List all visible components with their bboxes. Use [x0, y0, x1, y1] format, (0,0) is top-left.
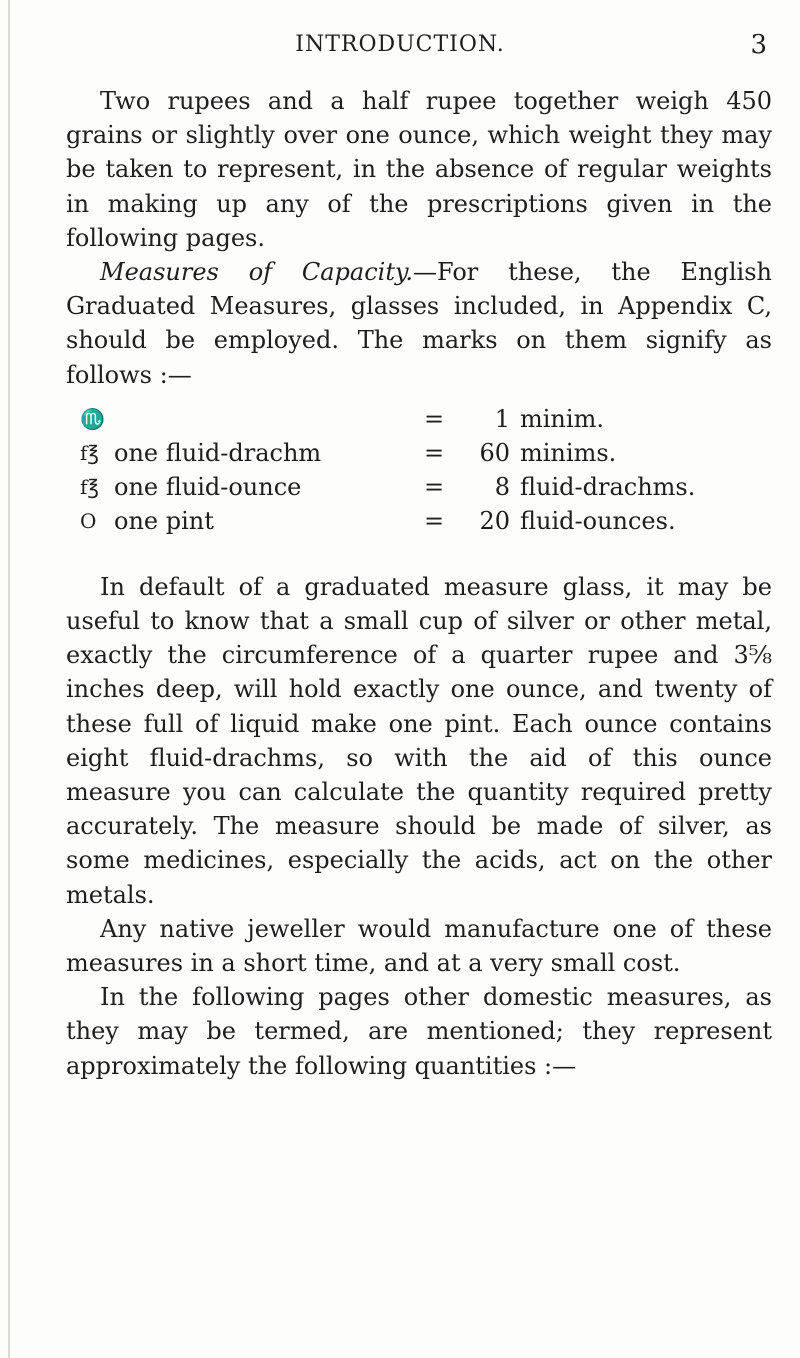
measure-value: 8 [494, 472, 510, 501]
paragraph-native-jeweller: Any native jeweller would manufacture one of these measures in a short time, and at a very small cost. [66, 914, 772, 978]
measure-row-minim [66, 402, 772, 436]
paragraph-measures-of-capacity [66, 255, 772, 392]
running-head-title: INTRODUCTION. [295, 32, 505, 57]
measure-row-fluid-ounce [66, 470, 772, 504]
measure-value: 60 [479, 438, 510, 467]
measure-unit: minim. [520, 404, 604, 433]
body-text [66, 84, 772, 1083]
section-heading-measures-of-capacity: Measures of Capacity. [100, 258, 413, 287]
measures-table [66, 402, 772, 540]
paragraph-domestic-measures: In the following pages other domestic measures, as they may be termed, are mentioned; they represent approximately the following quantities :— [66, 983, 772, 1080]
fluid-drachm-symbol: f℥ [80, 440, 99, 465]
equals-sign: = [424, 404, 445, 433]
paragraph-measures-body: —For these, the English Graduated Measures, glasses included, in Appendix C, should be employed. The marks on them signify as follows :— [66, 258, 773, 389]
measure-unit: fluid-drachms. [520, 472, 696, 501]
paragraph-silver-cup: In default of a graduated measure glass, it may be useful to know that a small cup of silver or other metal, exactly the circumference of a quarter rupee and 3⅝ inches deep, will hold exactly one ounce, and twenty of these full of liquid make one pint. Each ounce contains eight fluid-drachms, so with the aid of this ounce measure you can calculate the quantity required pretty accurately. The measure should be made of silver, as some medicines, especially the acids, act on the other metals. [66, 572, 772, 909]
page-number: 3 [750, 30, 768, 60]
measure-name: one fluid-drachm [114, 438, 322, 467]
equals-sign: = [424, 506, 445, 535]
running-head [0, 26, 800, 66]
measure-unit: minims. [520, 438, 617, 467]
measure-name: one pint [114, 506, 214, 535]
pint-symbol: O [80, 508, 97, 533]
paragraph-rupee-weights: Two rupees and a half rupee together weigh 450 grains or slightly over one ounce, which weight they may be taken to represent, in the absence of regular weights in making up any of the prescriptions given in the following pages. [66, 87, 772, 252]
equals-sign: = [424, 472, 445, 501]
fluid-ounce-symbol: f℥ [80, 474, 99, 499]
measure-value: 1 [494, 404, 510, 433]
measure-name: one fluid-ounce [114, 472, 302, 501]
minim-symbol: ♏ [80, 406, 105, 431]
equals-sign: = [424, 438, 445, 467]
measure-unit: fluid-ounces. [520, 506, 676, 535]
page-gutter-edge [8, 0, 10, 1358]
measure-row-pint [66, 504, 772, 538]
measure-row-fluid-drachm [66, 436, 772, 470]
measure-value: 20 [479, 506, 510, 535]
